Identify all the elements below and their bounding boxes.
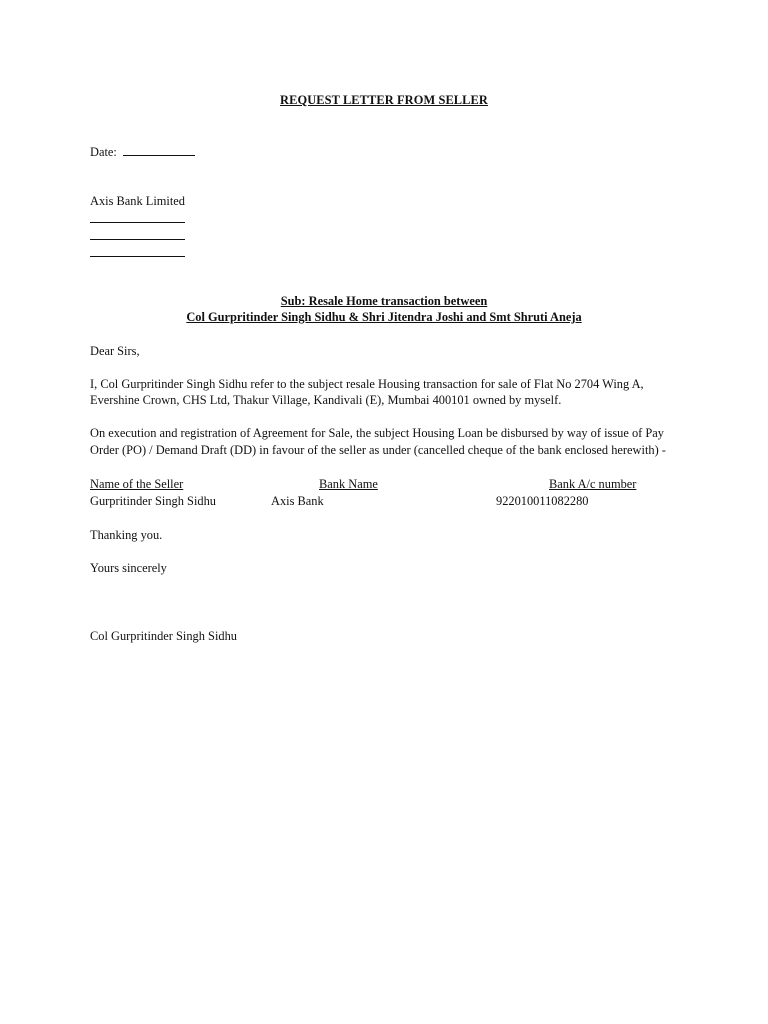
date-blank-line — [123, 144, 195, 156]
table-cell-seller: Gurpritinder Singh Sidhu — [90, 494, 216, 508]
address-blank-line — [90, 256, 185, 257]
date-field — [90, 144, 195, 161]
paragraph-1-line-2: Evershine Crown, CHS Ltd, Thakur Village, Kandivali (E), Mumbai 400101 owned by myself. — [90, 393, 562, 407]
table-header-account: Bank A/c number — [549, 477, 637, 491]
letter-title: REQUEST LETTER FROM SELLER — [280, 93, 488, 107]
salutation: Dear Sirs, — [90, 344, 140, 358]
paragraph-1-line-1: I, Col Gurpritinder Singh Sidhu refer to the subject resale Housing transaction for sale of Flat No 2704 Wing A, — [90, 377, 644, 391]
address-blank-line — [90, 222, 185, 223]
signature-name: Col Gurpritinder Singh Sidhu — [90, 629, 237, 643]
paragraph-2-line-1: On execution and registration of Agreement for Sale, the subject Housing Loan be disbursed by way of issue of Pay — [90, 426, 664, 440]
closing-line: Yours sincerely — [90, 561, 167, 575]
addressee: Axis Bank Limited — [90, 194, 185, 208]
thanks-line: Thanking you. — [90, 528, 163, 542]
table-cell-account: 922010011082280 — [496, 494, 589, 508]
address-blank-line — [90, 239, 185, 240]
table-cell-bank: Axis Bank — [271, 494, 324, 508]
subject-line-1: Sub: Resale Home transaction between — [280, 294, 488, 308]
paragraph-2-line-2: Order (PO) / Demand Draft (DD) in favour of the seller as under (cancelled cheque of the bank enclosed herewith) - — [90, 443, 666, 457]
table-header-seller: Name of the Seller — [90, 477, 184, 491]
table-header-bank: Bank Name — [319, 477, 378, 491]
date-label: Date: — [90, 145, 117, 159]
subject-line-2: Col Gurpritinder Singh Sidhu & Shri Jitendra Joshi and Smt Shruti Aneja — [186, 310, 582, 324]
